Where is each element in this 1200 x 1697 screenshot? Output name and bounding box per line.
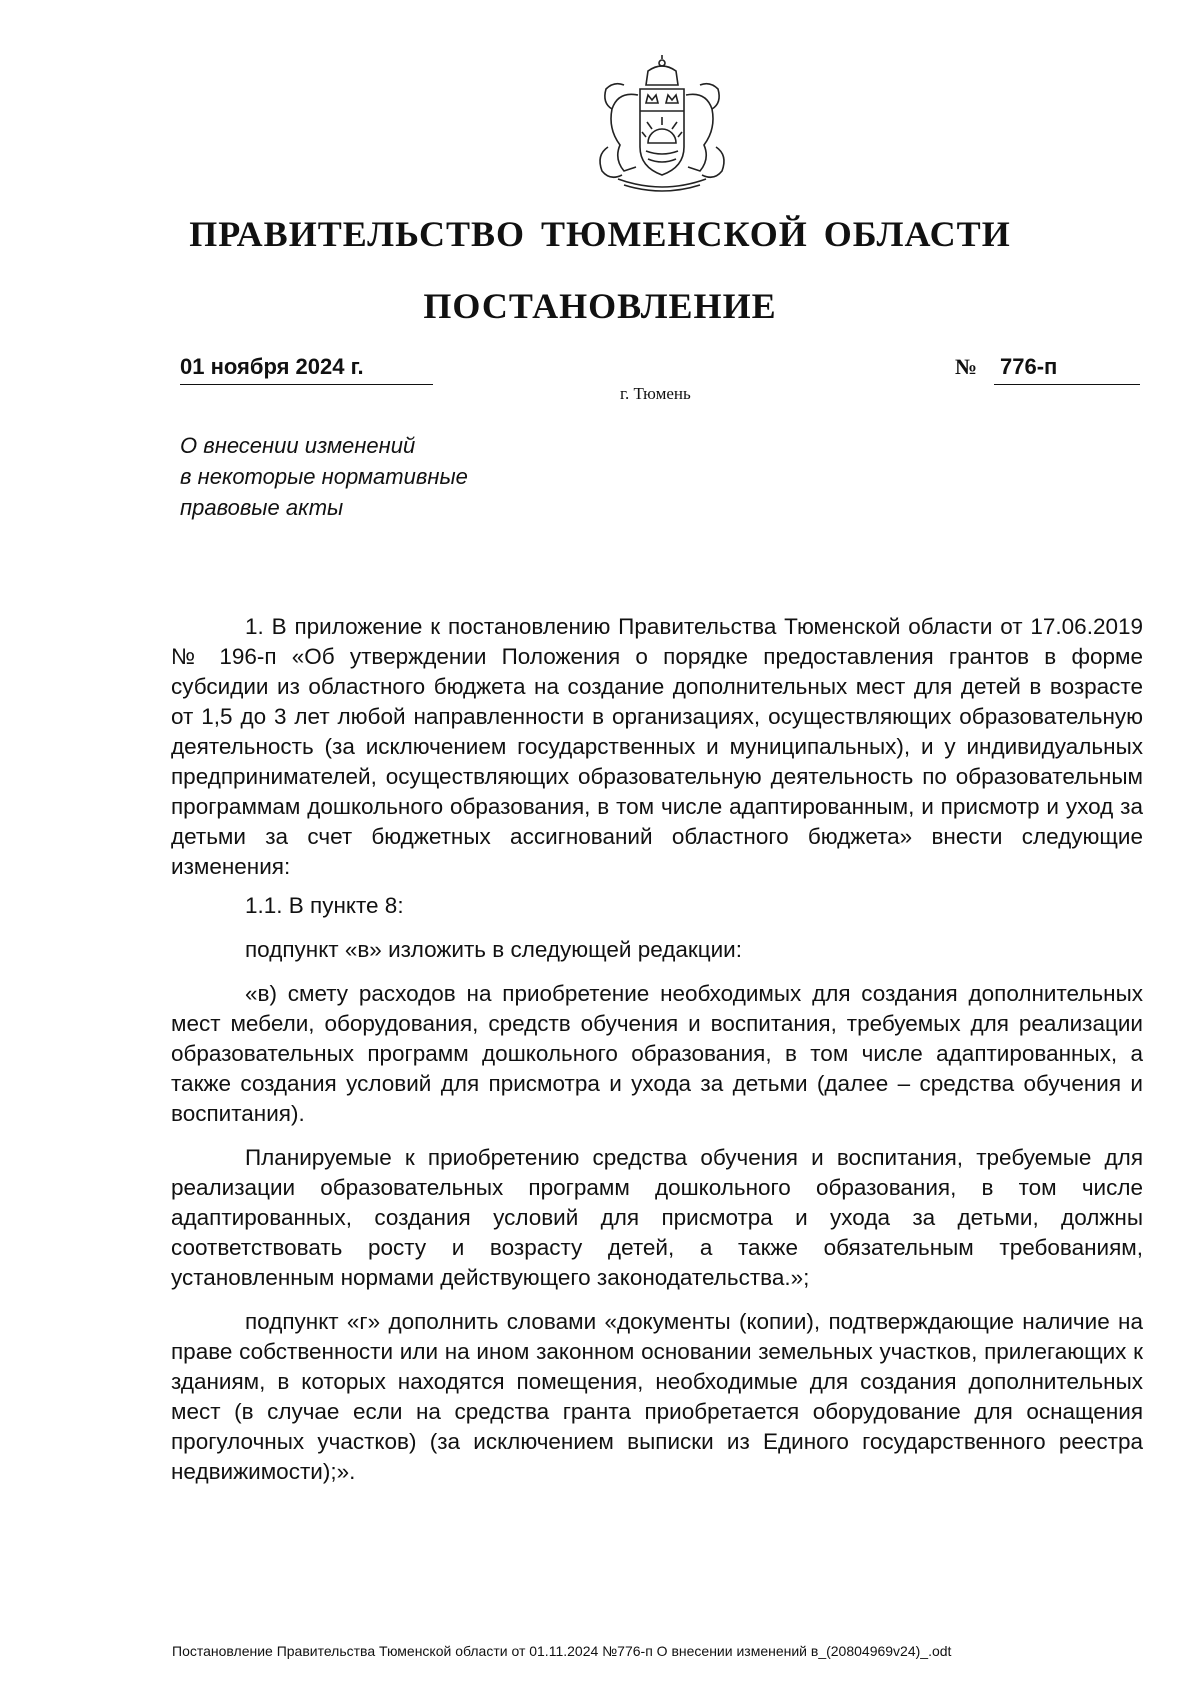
subject-line: правовые акты (180, 495, 344, 520)
subject-line: О внесении изменений (180, 433, 416, 458)
document-number-field (955, 352, 1140, 384)
body-paragraph: подпункт «в» изложить в следующей редакции: (245, 937, 742, 962)
coat-of-arms-emblem (588, 55, 736, 195)
body-paragraph: Планируемые к приобретению средства обучения и воспитания, требуемые для реализации образовательных программ дошкольного образования, в том числе адаптированных, создания условий для присмотра и ухода за детьми, должны соответствовать росту и возрасту детей, а также обязательным требованиям, установленным нормами действующего законодательства.»; (171, 1145, 1143, 1290)
body-paragraph: подпункт «г» дополнить словами «документы (копии), подтверждающие наличие на праве собственности или на ином законном основании земельных участков, прилегающих к зданиям, в которых находятся помещения, необходимые для создания дополнительных мест (в случае если на средства гранта приобретается оборудование для оснащения прогулочных участков) (за исключением выписки из Единого государственного реестра недвижимости);». (171, 1309, 1143, 1484)
document-date-field (180, 352, 433, 385)
organization-title: ПРАВИТЕЛЬСТВО ТЮМЕНСКОЙ ОБЛАСТИ (189, 214, 1011, 254)
subject-line: в некоторые нормативные (180, 464, 468, 489)
number-sign: № (955, 354, 978, 379)
document-subject (180, 430, 560, 523)
document-date: 01 ноября 2024 г. (180, 354, 364, 379)
document-number-underline (994, 352, 1140, 385)
city-label: г. Тюмень (620, 384, 691, 403)
page-footer: Постановление Правительства Тюменской области от 01.11.2024 №776-п О внесении изменений в_(20804969v24)_.odt (172, 1643, 952, 1659)
body-paragraph: 1. В приложение к постановлению Правительства Тюменской области от 17.06.2019 № 196-п «Об утверждении Положения о порядке предоставления грантов в форме субсидии из областного бюджета на создание дополнительных мест для детей в возрасте от 1,5 до 3 лет любой направленности в организациях, осуществляющих образовательную деятельность (за исключением государственных и муниципальных), и у индивидуальных предпринимателей, осуществляющих образовательную деятельность по образовательным программам дошкольного образования, в том числе адаптированным, и присмотр и уход за детьми за счет бюджетных ассигнований областного бюджета» внести следующие изменения: (171, 614, 1143, 879)
body-paragraph: 1.1. В пункте 8: (245, 893, 404, 918)
body-paragraph: «в) смету расходов на приобретение необходимых для создания дополнительных мест мебели, оборудования, средств обучения и воспитания, требуемых для реализации образовательных программ дошкольного образования, в том числе адаптированных, а также создания условий для присмотра и ухода за детьми (далее – средства обучения и воспитания). (171, 981, 1143, 1126)
document-type-title: ПОСТАНОВЛЕНИЕ (423, 286, 777, 326)
document-body (171, 612, 1143, 1487)
document-number: 776-п (1000, 354, 1058, 379)
